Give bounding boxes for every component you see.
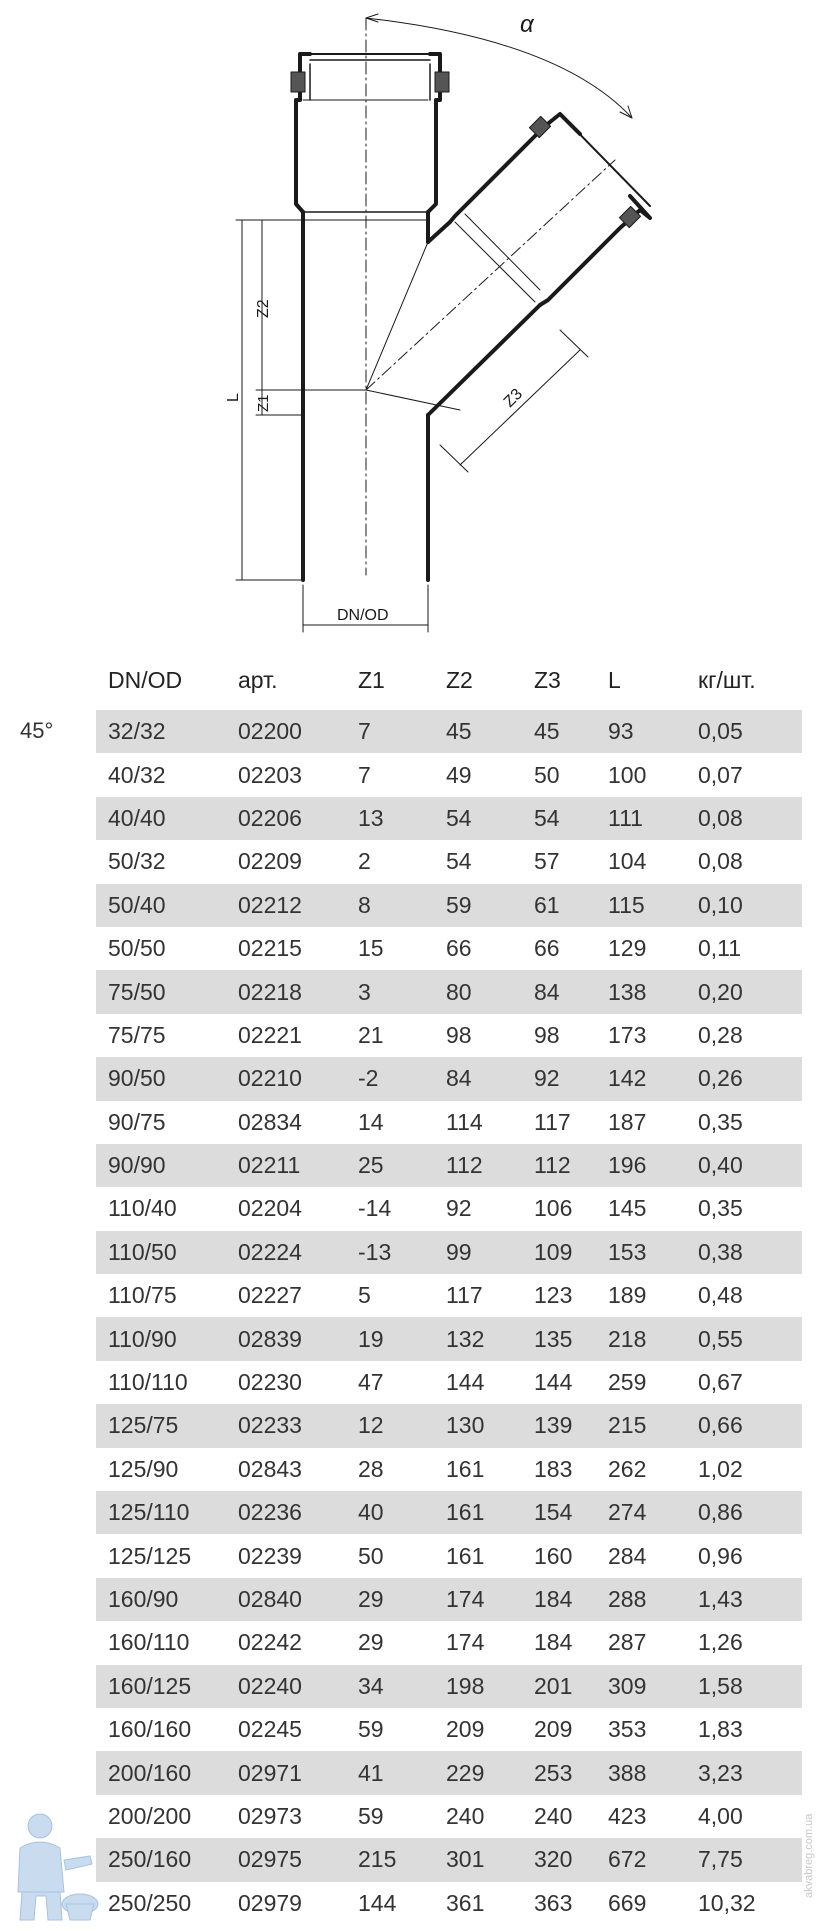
cone-lines <box>366 242 460 410</box>
cell-dn-od: 90/50 <box>96 1057 226 1100</box>
table-row <box>96 753 802 796</box>
cell-dn-od: 160/125 <box>96 1665 226 1708</box>
branch-socket-upper <box>450 114 580 222</box>
cell-l: 672 <box>596 1838 686 1881</box>
cell-z2: 229 <box>434 1751 522 1794</box>
cell-z2: 161 <box>434 1491 522 1534</box>
cell-z1: 2 <box>358 848 371 875</box>
cell-l: 215 <box>596 1404 686 1447</box>
cell-z2: 54 <box>434 797 522 840</box>
cell-dn-od: 160/110 <box>108 1629 190 1656</box>
cell-weight: 0,35 <box>698 1195 743 1222</box>
cell-dn-od: 40/40 <box>96 797 226 840</box>
cell-dn-od: 125/110 <box>96 1491 226 1534</box>
cell-z3: 154 <box>522 1491 596 1534</box>
cell-dn-od: 110/40 <box>108 1195 177 1222</box>
cell-z1: -2 <box>346 1057 434 1100</box>
cell-z1: 7 <box>346 710 434 753</box>
table-row <box>96 1144 802 1187</box>
cell-art: 02227 <box>238 1282 302 1309</box>
dim-z1-label: Z1 <box>255 394 272 412</box>
cell-weight: 1,43 <box>686 1578 802 1621</box>
cell-l: 104 <box>608 848 647 875</box>
cell-dn-od: 200/160 <box>96 1751 226 1794</box>
cell-weight: 0,38 <box>686 1231 802 1274</box>
cell-z1: 215 <box>346 1838 434 1881</box>
table-row <box>96 1491 802 1534</box>
cell-z1: 21 <box>358 1021 384 1048</box>
table-row <box>96 840 802 883</box>
cell-art: 02245 <box>238 1716 302 1743</box>
cell-z2: 54 <box>446 848 472 875</box>
cell-art: 02971 <box>226 1751 346 1794</box>
cell-z2: 161 <box>446 1455 485 1482</box>
cell-z3: 117 <box>534 1108 571 1135</box>
cell-dn-od: 125/90 <box>108 1455 179 1482</box>
cell-weight: 0,40 <box>686 1144 802 1187</box>
angle-symbol-label: α <box>520 11 534 38</box>
table-row <box>96 1101 802 1144</box>
watermark <box>796 1760 818 1900</box>
cell-z1: 29 <box>346 1578 434 1621</box>
cell-z3: 123 <box>534 1282 573 1309</box>
cell-z2: 112 <box>434 1144 522 1187</box>
table-row <box>96 1751 802 1794</box>
cell-art: 02840 <box>226 1578 346 1621</box>
cell-l: 145 <box>608 1195 647 1222</box>
main-socket-inner <box>310 60 430 100</box>
cell-weight: 1,58 <box>686 1665 802 1708</box>
cell-z3: 112 <box>522 1144 596 1187</box>
table-row <box>96 710 802 753</box>
cell-z2: 240 <box>446 1802 485 1829</box>
cell-art: 02843 <box>238 1455 302 1482</box>
gasket-left <box>291 72 305 92</box>
cell-z1: 34 <box>346 1665 434 1708</box>
table-row <box>96 927 802 970</box>
cell-z3: 253 <box>522 1751 596 1794</box>
cell-art: 02236 <box>226 1491 346 1534</box>
cell-dn-od: 110/75 <box>108 1282 177 1309</box>
cell-z3: 61 <box>522 884 596 927</box>
cell-l: 173 <box>608 1021 647 1048</box>
cell-z3: 84 <box>522 970 596 1013</box>
cell-l: 196 <box>596 1144 686 1187</box>
cell-weight: 0,67 <box>698 1369 743 1396</box>
cell-z3: 50 <box>534 761 560 788</box>
cell-l: 93 <box>596 710 686 753</box>
cell-z2: 209 <box>446 1716 485 1743</box>
cell-z2: 174 <box>446 1629 485 1656</box>
cell-art: 02200 <box>226 710 346 753</box>
cell-art: 02975 <box>226 1838 346 1881</box>
cell-l: 115 <box>596 884 686 927</box>
cell-z2: 49 <box>446 761 472 788</box>
cell-weight: 0,05 <box>686 710 802 753</box>
branch-socket-end <box>560 114 650 206</box>
branch-upper-wall <box>428 222 450 242</box>
cell-l: 111 <box>596 797 686 840</box>
table-row <box>96 1014 802 1057</box>
header-z1: Z1 <box>358 666 385 693</box>
cell-z3: 54 <box>522 797 596 840</box>
cell-z2: 84 <box>434 1057 522 1100</box>
cell-z2: 132 <box>434 1317 522 1360</box>
dim-l-label: L <box>225 393 242 402</box>
cell-dn-od: 50/50 <box>108 935 166 962</box>
cell-l: 129 <box>608 935 647 962</box>
angle-label: 45° <box>20 718 54 743</box>
cell-z3: 144 <box>534 1369 573 1396</box>
cell-z3: 201 <box>522 1665 596 1708</box>
cell-z3: 109 <box>522 1231 596 1274</box>
cell-z3: 184 <box>522 1578 596 1621</box>
cell-z1: -13 <box>346 1231 434 1274</box>
cell-weight: 0,55 <box>686 1317 802 1360</box>
table-row <box>96 1057 802 1100</box>
cell-dn-od: 110/110 <box>108 1369 188 1396</box>
cell-art: 02224 <box>226 1231 346 1274</box>
cell-dn-od: 90/90 <box>96 1144 226 1187</box>
cell-art: 02233 <box>226 1404 346 1447</box>
cell-l: 309 <box>596 1665 686 1708</box>
header-weight: кг/шт. <box>698 666 756 693</box>
cell-l: 138 <box>596 970 686 1013</box>
cell-weight: 0,48 <box>698 1282 743 1309</box>
cell-z2: 66 <box>446 935 472 962</box>
table-body <box>96 710 802 1925</box>
header-z3: Z3 <box>534 666 561 693</box>
watermark-text: akvabreg.com.ua <box>803 1813 815 1898</box>
cell-l: 187 <box>608 1108 647 1135</box>
cell-z1: 144 <box>358 1889 397 1916</box>
spec-table <box>96 650 802 1925</box>
cell-dn-od: 50/40 <box>96 884 226 927</box>
table-row <box>96 1795 802 1838</box>
cell-dn-od: 160/90 <box>96 1578 226 1621</box>
cell-l: 218 <box>596 1317 686 1360</box>
cell-z3: 363 <box>534 1889 573 1916</box>
cell-art: 02834 <box>238 1108 302 1135</box>
cell-z1: -14 <box>358 1195 392 1222</box>
branch-inner-lines <box>455 214 540 302</box>
cell-l: 189 <box>608 1282 647 1309</box>
cell-art: 02973 <box>238 1802 302 1829</box>
cell-z1: 59 <box>358 1716 384 1743</box>
table-header-row <box>96 650 802 710</box>
table-row <box>96 1665 802 1708</box>
cell-dn-od: 90/75 <box>108 1108 166 1135</box>
table-row <box>96 1404 802 1447</box>
table-row <box>96 1838 802 1881</box>
gasket-right <box>435 72 449 92</box>
cell-dn-od: 125/75 <box>96 1404 226 1447</box>
fitting-drawing <box>0 0 822 650</box>
cell-z1: 47 <box>358 1369 384 1396</box>
cell-art: 02230 <box>238 1369 302 1396</box>
plumber-logo <box>6 1808 102 1926</box>
cell-z2: 174 <box>434 1578 522 1621</box>
cell-z1: 5 <box>358 1282 371 1309</box>
cell-weight: 0,96 <box>698 1542 743 1569</box>
cell-l: 284 <box>608 1542 647 1569</box>
cell-weight: 0,66 <box>686 1404 802 1447</box>
cell-z3: 139 <box>522 1404 596 1447</box>
cell-z2: 301 <box>434 1838 522 1881</box>
cell-z3: 240 <box>534 1802 573 1829</box>
angle-arc <box>366 18 632 118</box>
cell-z2: 59 <box>434 884 522 927</box>
header-z2: Z2 <box>446 666 473 693</box>
cell-dn-od: 32/32 <box>96 710 226 753</box>
gasket-branch-top <box>529 116 550 137</box>
cell-weight: 1,83 <box>698 1716 743 1743</box>
cell-weight: 0,11 <box>698 935 742 962</box>
table-row <box>96 1274 802 1317</box>
cell-dn-od: 110/90 <box>96 1317 226 1360</box>
cell-z1: 13 <box>346 797 434 840</box>
plumber-logo-svg <box>6 1808 102 1926</box>
cell-art: 02242 <box>238 1629 302 1656</box>
cell-dn-od: 250/250 <box>108 1889 192 1916</box>
cell-dn-od: 75/50 <box>96 970 226 1013</box>
cell-z1: 3 <box>346 970 434 1013</box>
cell-z1: 50 <box>358 1542 384 1569</box>
cell-z1: 8 <box>346 884 434 927</box>
cell-weight: 0,20 <box>686 970 802 1013</box>
header-art: арт. <box>238 666 278 693</box>
cell-l: 669 <box>608 1889 647 1916</box>
cell-z3: 98 <box>534 1021 560 1048</box>
table-row <box>96 1231 802 1274</box>
dim-z3-label: Z3 <box>500 385 527 411</box>
cell-l: 153 <box>596 1231 686 1274</box>
cell-art: 02215 <box>238 935 302 962</box>
table-row <box>96 1882 802 1925</box>
table-row <box>96 1361 802 1404</box>
cell-weight: 0,28 <box>698 1021 743 1048</box>
cell-weight: 0,08 <box>686 797 802 840</box>
cell-z3: 106 <box>534 1195 573 1222</box>
cell-dn-od: 50/32 <box>108 848 166 875</box>
cell-art: 02240 <box>226 1665 346 1708</box>
cell-z2: 117 <box>446 1282 483 1309</box>
fitting-drawing-svg <box>0 0 822 650</box>
cell-l: 142 <box>596 1057 686 1100</box>
cell-z1: 29 <box>358 1629 384 1656</box>
cell-z3: 320 <box>522 1838 596 1881</box>
cell-art: 02206 <box>226 797 346 840</box>
cell-z3: 92 <box>522 1057 596 1100</box>
cell-z3: 57 <box>534 848 560 875</box>
cell-dn-od: 160/160 <box>108 1716 192 1743</box>
cell-art: 02209 <box>238 848 302 875</box>
table-row <box>96 1448 802 1491</box>
cell-z3: 135 <box>522 1317 596 1360</box>
cell-z1: 14 <box>358 1108 384 1135</box>
cell-art: 02212 <box>226 884 346 927</box>
cell-z2: 161 <box>446 1542 485 1569</box>
table-row <box>96 1708 802 1751</box>
cell-l: 274 <box>596 1491 686 1534</box>
dim-z2-label: Z2 <box>255 299 272 318</box>
dim-dnod-label: DN/OD <box>337 607 389 624</box>
cell-dn-od: 250/160 <box>96 1838 226 1881</box>
cell-l: 100 <box>608 761 647 788</box>
table-row <box>96 1187 802 1230</box>
cell-weight: 0,08 <box>698 848 743 875</box>
cell-z1: 41 <box>346 1751 434 1794</box>
cell-dn-od: 125/125 <box>108 1542 192 1569</box>
cell-z2: 92 <box>446 1195 472 1222</box>
cell-z2: 114 <box>446 1108 483 1135</box>
cell-l: 288 <box>596 1578 686 1621</box>
cell-dn-od: 200/200 <box>108 1802 192 1829</box>
table-row <box>96 970 802 1013</box>
cell-art: 02211 <box>226 1144 346 1187</box>
cell-z1: 28 <box>358 1455 384 1482</box>
cell-dn-od: 75/75 <box>108 1021 166 1048</box>
cell-l: 423 <box>608 1802 647 1829</box>
cell-weight: 10,32 <box>698 1889 756 1916</box>
cell-weight: 0,26 <box>686 1057 802 1100</box>
cell-z1: 12 <box>346 1404 434 1447</box>
cell-z3: 184 <box>534 1629 573 1656</box>
cell-weight: 0,07 <box>698 761 743 788</box>
cell-z2: 80 <box>434 970 522 1013</box>
cell-z1: 59 <box>358 1802 384 1829</box>
cell-z3: 209 <box>534 1716 573 1743</box>
cell-z2: 198 <box>434 1665 522 1708</box>
cell-z3: 45 <box>522 710 596 753</box>
cell-art: 02204 <box>238 1195 302 1222</box>
cell-z3: 160 <box>534 1542 573 1569</box>
table-row <box>96 797 802 840</box>
header-dn-od: DN/OD <box>108 666 183 693</box>
cell-art: 02221 <box>238 1021 302 1048</box>
cell-art: 02239 <box>238 1542 302 1569</box>
header-l: L <box>608 666 621 693</box>
cell-l: 388 <box>596 1751 686 1794</box>
cell-z1: 25 <box>346 1144 434 1187</box>
table-row <box>96 1621 802 1664</box>
cell-weight: 7,75 <box>686 1838 802 1881</box>
cell-z2: 130 <box>434 1404 522 1447</box>
cell-art: 02210 <box>226 1057 346 1100</box>
cell-l: 287 <box>608 1629 647 1656</box>
table-row <box>96 1317 802 1360</box>
cell-weight: 1,02 <box>698 1455 743 1482</box>
cell-l: 259 <box>608 1369 647 1396</box>
cell-weight: 0,10 <box>686 884 802 927</box>
cell-z1: 15 <box>358 935 384 962</box>
table-row <box>96 1578 802 1621</box>
table-row <box>96 1534 802 1577</box>
cell-l: 353 <box>608 1716 647 1743</box>
cell-z3: 183 <box>534 1455 573 1482</box>
cell-art: 02839 <box>226 1317 346 1360</box>
cell-z2: 361 <box>446 1889 485 1916</box>
cell-weight: 0,86 <box>686 1491 802 1534</box>
cell-z1: 7 <box>358 761 371 788</box>
table-row <box>96 884 802 927</box>
cell-art: 02979 <box>238 1889 302 1916</box>
cell-dn-od: 40/32 <box>108 761 166 788</box>
cell-z2: 99 <box>434 1231 522 1274</box>
cell-dn-od: 110/50 <box>96 1231 226 1274</box>
cell-weight: 0,35 <box>698 1108 743 1135</box>
cell-art: 02203 <box>238 761 302 788</box>
cell-art: 02218 <box>226 970 346 1013</box>
cell-l: 262 <box>608 1455 647 1482</box>
cell-z2: 144 <box>446 1369 485 1396</box>
cell-weight: 1,26 <box>698 1629 743 1656</box>
cell-weight: 4,00 <box>698 1802 743 1829</box>
cell-z1: 40 <box>346 1491 434 1534</box>
cell-z2: 45 <box>434 710 522 753</box>
cell-z1: 19 <box>346 1317 434 1360</box>
cell-z2: 98 <box>446 1021 472 1048</box>
cell-weight: 3,23 <box>686 1751 802 1794</box>
cell-z3: 66 <box>534 935 560 962</box>
watermark-svg <box>796 1760 818 1900</box>
